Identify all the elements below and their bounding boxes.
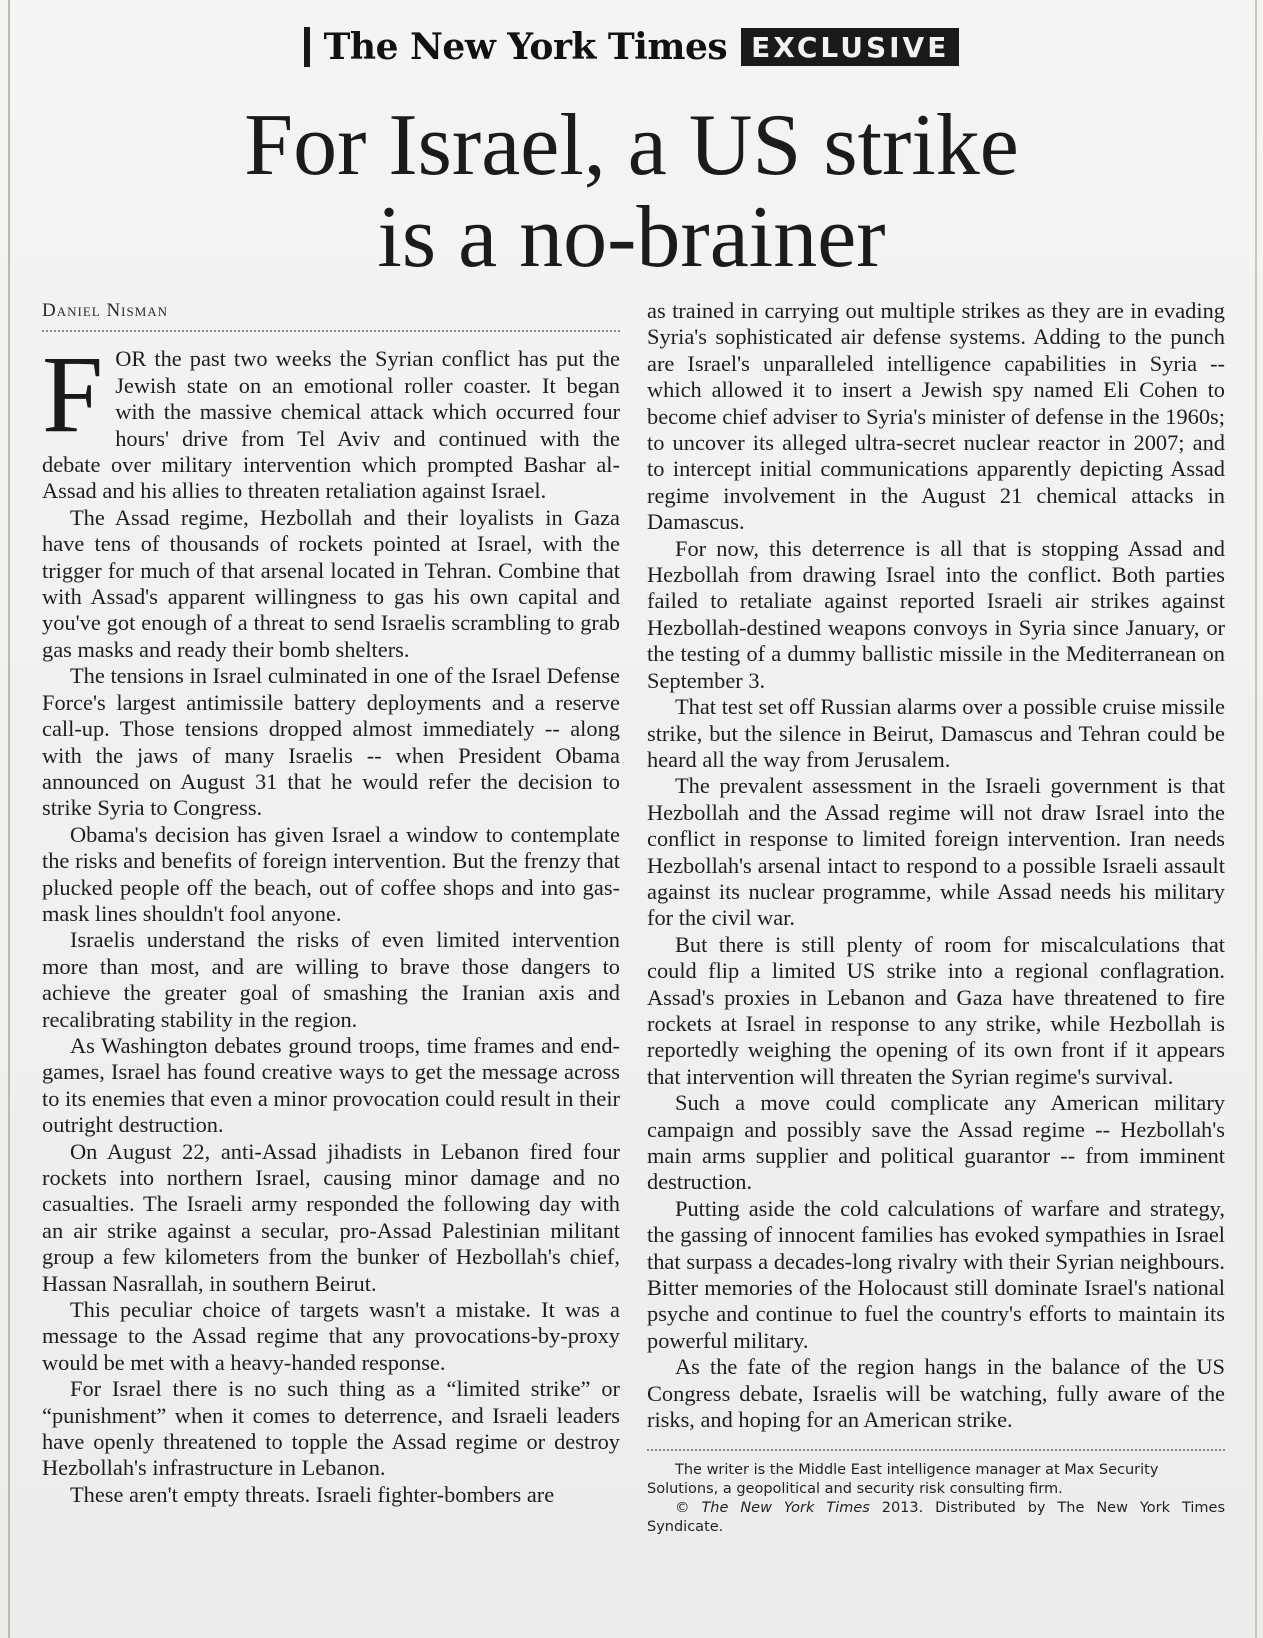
copyright-line: © The New York Times 2013. Distributed by The New York Times Syndicate. xyxy=(647,1500,1226,1536)
paragraph-13: The prevalent assessment in the Israeli government is that Hezbollah and the Assad regime will not draw Israel into the conflict in response to limited foreign intervention. Iran needs Hezbollah's arsenal intact to respond to a possible Israeli assault against its nuclear programme, while Assad needs his military for the civil war. xyxy=(647,773,1225,931)
paragraph-10-continued: as trained in carrying out multiple strikes as they are in evading Syria's sophisticated air defense systems. Adding to the punch are Israel's unparalleled intelligence capabilities in Syria -- which allowed it to insert a Jewish spy named Eli Cohen to become chief adviser to Syria's minister of defense in the 1960s; to uncover its alleged ultra-secret nuclear reactor in 2007; and to intercept initial communications apparently depicting Assad regime involvement in the August 21 chemical attacks in Damascus. xyxy=(647,298,1225,535)
paragraph-15: Such a move could complicate any American military campaign and possibly save the Assad regime -- Hezbollah's main arms supplier and political guarantor -- from imminent destruction. xyxy=(647,1090,1225,1195)
author-note: The writer is the Middle East intelligence manager at Max Security Solutions, a geopolitical and security risk consulting firm. xyxy=(647,1462,1159,1498)
masthead-bar xyxy=(304,27,310,67)
paragraph-5: Israelis understand the risks of even limited intervention more than most, and are willing to brave those dangers to achieve the greater goal of smashing the Iranian axis and recalibrating stability in the region. xyxy=(42,927,620,1032)
masthead xyxy=(0,26,1263,68)
byline-divider xyxy=(42,330,620,332)
paragraph-1: FOR the past two weeks the Syrian conflict has put the Jewish state on an emotional roller coaster. It began with the massive chemical attack which occurred four hours' drive from Tel Aviv and continued with the debate over military intervention which prompted Bashar al-Assad and his allies to threaten retaliation against Israel. xyxy=(42,333,620,504)
drop-cap: F xyxy=(42,333,104,456)
first-word: OR xyxy=(115,346,147,372)
byline: Daniel Nisman xyxy=(42,300,169,321)
article-column-right xyxy=(647,298,1225,1537)
exclusive-badge: EXCLUSIVE xyxy=(741,28,959,66)
paragraph-8: This peculiar choice of targets wasn't a mistake. It was a message to the Assad regime that any provocations-by-proxy would be met with a heavy-handed response. xyxy=(42,1297,620,1375)
paragraph-7: On August 22, anti-Assad jihadists in Lebanon fired four rockets into northern Israel, causing minor damage and no casualties. The Israeli army responded the following day with an air strike against a secular, pro-Assad Palestinian militant group a few kilometers from the bunker of Hezbollah's chief, Hassan Nasrallah, in southern Beirut. xyxy=(42,1138,620,1296)
paragraph-4: Obama's decision has given Israel a window to contemplate the risks and benefits of foreign intervention. But the frenzy that plucked people off the beach, out of coffee shops and into gas-mask lines shouldn't fool anyone. xyxy=(42,821,620,926)
paragraph-16: Putting aside the cold calculations of warfare and strategy, the gassing of innocent families has evoked sympathies in Israel that surpass a decades-long rivalry with their Syrian neighbours. Bitter memories of the Holocaust still dominate Israel's national psyche and continue to fuel the country's efforts to maintain its powerful military. xyxy=(647,1195,1225,1353)
paragraph-3: The tensions in Israel culminated in one of the Israel Defense Force's largest antimissile battery deployments and a reserve call-up. Those tensions dropped almost immediately -- along with the jaws of many Israelis -- when President Obama announced on August 31 that he would refer the decision to strike Syria to Congress. xyxy=(42,663,620,821)
paragraph-10-start: These aren't empty threats. Israeli fighter-bombers are xyxy=(70,1481,555,1507)
paragraph-6: As Washington debates ground troops, time frames and end-games, Israel has found creative ways to get the message across to its enemies that even a minor provocation could result in their outright destruction. xyxy=(42,1032,620,1138)
headline-line-2: is a no-brainer xyxy=(377,189,886,286)
paragraph-9: For Israel there is no such thing as a “limited strike” or “punishment” when it comes to deterrence, and Israeli leaders have openly threatened to topple the Assad regime or destroy Hezbollah's infrastructure in Lebanon. xyxy=(42,1376,620,1481)
paragraph-17: As the fate of the region hangs in the balance of the US Congress debate, Israelis will be watching, fully aware of the risks, and hoping for an American strike. xyxy=(647,1354,1225,1433)
headline xyxy=(0,97,1263,286)
paragraph-2: The Assad regime, Hezbollah and their loyalists in Gaza have tens of thousands of rockets pointed at Israel, with the trigger for much of that arsenal located in Tehran. Combine that with Assad's apparent willingness to gas his own capital and you've got enough of a threat to send Israelis scrambling to grab gas masks and ready their bomb shelters. xyxy=(42,504,620,662)
newspaper-logo: The New York Times xyxy=(323,26,728,68)
author-note-divider xyxy=(647,1449,1225,1451)
headline-line-1: For Israel, a US strike xyxy=(244,97,1019,194)
paragraph-14: But there is still plenty of room for miscalculations that could flip a limited US strike into a regional conflagration. Assad's proxies in Lebanon and Gaza have threatened to fire rockets at Israel in response to any strike, while Hezbollah is reportedly weighing the opening of its own front if it appears that intervention will threaten the Syrian regime's survival. xyxy=(647,931,1225,1089)
paragraph-12: That test set off Russian alarms over a possible cruise missile strike, but the silence in Beirut, Damascus and Tehran could be heard all the way from Jerusalem. xyxy=(647,694,1225,772)
paragraph-11: For now, this deterrence is all that is stopping Assad and Hezbollah from drawing Israel into the conflict. Both parties failed to retaliate against reported Israeli air strikes against Hezbollah-destined weapons convoys in Syria since January, or the testing of a dummy ballistic missile in the Mediterranean on September 3. xyxy=(647,535,1225,693)
article-column-left xyxy=(42,298,620,1508)
